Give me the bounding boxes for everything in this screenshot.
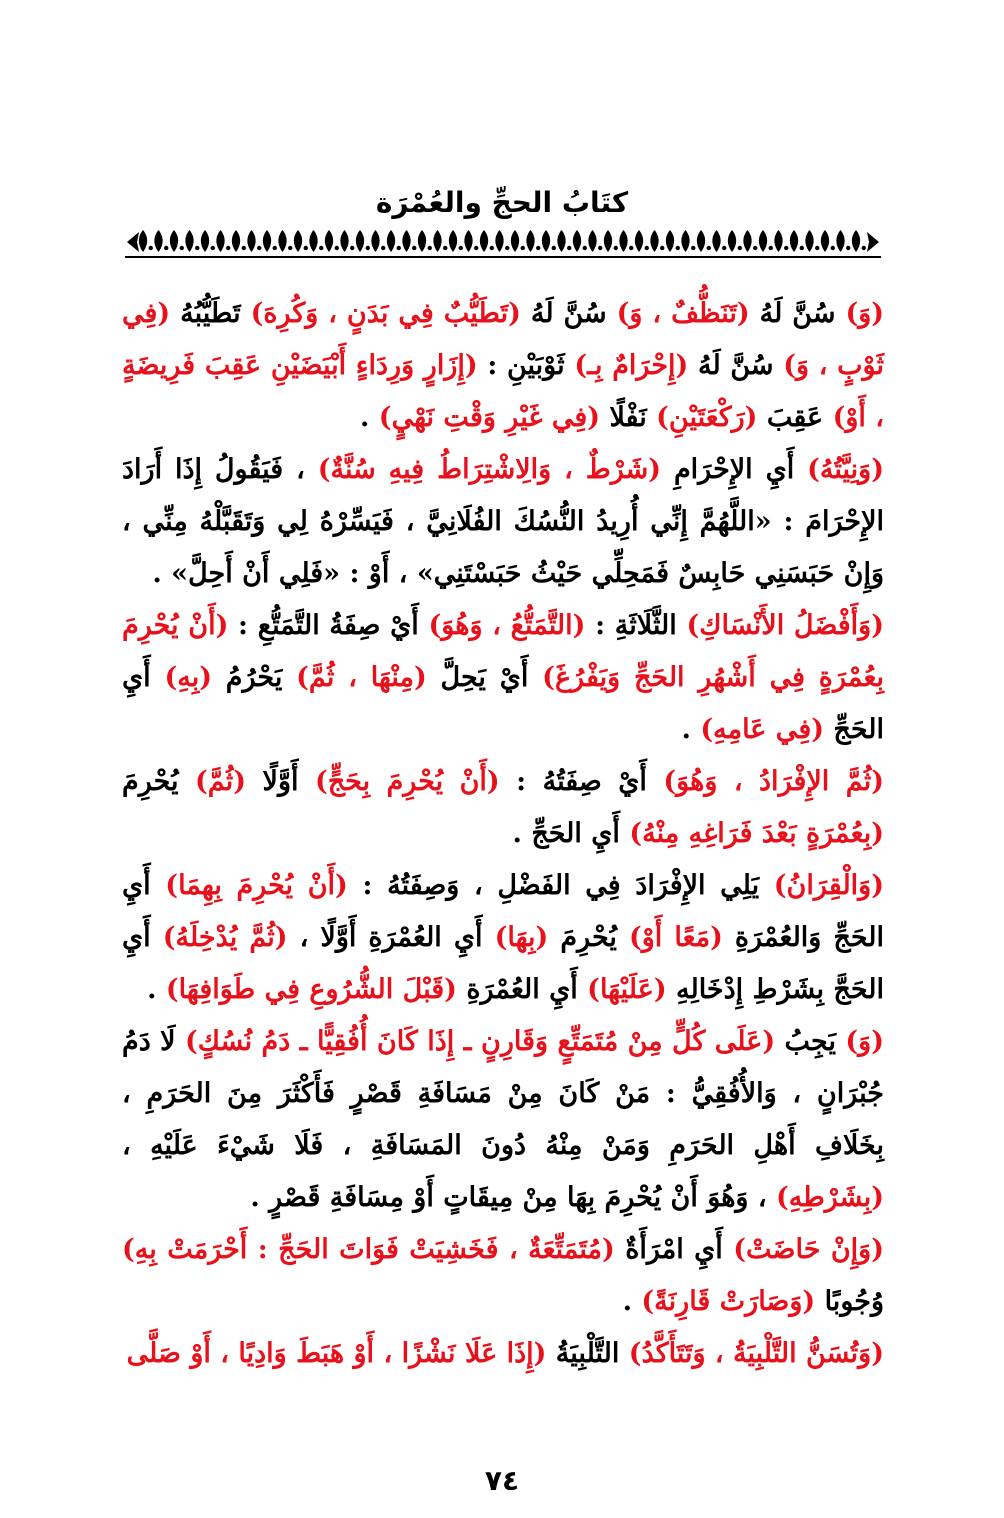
matn-segment: (تَنَظُّفٌ ، وَ) <box>616 298 750 329</box>
sharh-segment: سُنَّ لَهُ <box>520 298 617 329</box>
sharh-segment: أَيْ يَحِلَّ <box>426 662 543 693</box>
paragraph-1 <box>122 288 884 444</box>
sharh-segment: أَيْ صِفَتُهُ : <box>499 766 664 797</box>
sharh-segment: أَيِ العُمْرَةِ <box>456 974 588 1005</box>
matn-segment: (قَبْلَ الشُّرُوعِ فِي طَوَافِهَا) <box>165 974 457 1005</box>
matn-segment: (وَصَارَتْ قَارِنَةً) <box>641 1286 816 1317</box>
sharh-segment: أَوَّلًا <box>246 766 315 797</box>
matn-segment: (وَالْقِرَانُ) <box>773 870 884 901</box>
sharh-segment: أَيِ امْرَأَةٌ <box>614 1234 734 1265</box>
page-number: ٧٤ <box>484 1464 520 1497</box>
sharh-segment: أَيْ صِفَةُ التَّمَتُّعِ : <box>228 610 429 641</box>
sharh-segment: الثَّلَاثَةِ : <box>585 610 687 641</box>
sharh-segment: أَيِ الحَجِّ وَالعُمْرَةِ <box>122 870 884 953</box>
page-header-title: كتَابُ الحجِّ والعُمْرَة <box>375 186 629 219</box>
matn-segment: (وَ) <box>845 298 885 329</box>
sharh-segment: سُنَّ لَهُ <box>749 298 846 329</box>
matn-segment: (إِحْرَامٌ بِـ) <box>574 350 689 381</box>
matn-segment: (إِذَا عَلَا نَشْزًا ، أَوْ هَبَطَ وَادِيًا ، أَوْ صَلَّى <box>126 1338 547 1369</box>
sharh-segment: ، فَيَقُولُ إِذَا أَرَادَ الإِحْرَامَ : «اللَّهُمَّ إِنِّي أُرِيدُ النُّسُكَ الفُلَانِيَّ ، فَيَسِّرْهُ لِي وَتَقَبَّلْهُ مِنِّي ، وَإِنْ حَبَسَنِي حَابِسٌ فَمَحِلِّي حَيْثُ حَبَسْتَنِي» ، أَوْ : «فَلِي أَنْ أَحِلَّ» . <box>122 454 884 589</box>
matn-segment: (رَكْعَتَيْنِ) <box>656 402 758 433</box>
main-text <box>122 288 884 1380</box>
sharh-segment: يَحْرُمُ <box>211 662 297 693</box>
sharh-segment: . <box>681 714 701 745</box>
sharh-segment: يُحْرِمَ <box>122 766 196 797</box>
matn-segment: (ثُمَّ الإِفْرَادُ ، وَهُوَ) <box>663 766 884 797</box>
matn-segment: (أَنْ يُحْرِمَ بِهِمَا) <box>165 870 348 901</box>
matn-segment: (فِي غَيْرِ وَقْتِ نَهْيٍ) <box>378 402 601 433</box>
sharh-segment: . <box>622 1286 642 1317</box>
matn-segment: (وَ) <box>845 1026 884 1057</box>
matn-segment: (بِشَرْطِهِ) <box>775 1182 884 1213</box>
sharh-segment: يَجِبُ <box>775 1026 846 1057</box>
matn-segment: (مِنْهَا ، ثُمَّ) <box>296 662 427 693</box>
paragraph-8 <box>122 1328 884 1380</box>
matn-segment: (ثُمَّ يُدْخِلَهُ) <box>162 922 288 953</box>
matn-segment: (بِهِ) <box>164 662 212 693</box>
matn-segment: (وَتُسَنُّ التَّلْبِيَةُ ، وَتَتَأَكَّدُ) <box>628 1338 884 1369</box>
matn-segment: (وَنِيَّتُهُ) <box>807 454 884 485</box>
matn-segment: (مُتَمَتِّعَةٌ ، فَخَشِيَتْ فَوَاتَ الحَجِّ : أَحْرَمَتْ بِهِ) <box>122 1234 615 1265</box>
sharh-segment: يُحْرِمَ <box>548 922 629 953</box>
paragraph-2 <box>122 444 884 600</box>
matn-segment: (عَلَى كُلٍّ مِنْ مُتَمَتِّعٍ وَقَارِنٍ ـ إِذَا كَانَ أُفُقِيًّا ـ دَمُ نُسُكٍ) <box>184 1026 776 1057</box>
sharh-segment: وُجُوبًا <box>815 1286 884 1317</box>
ornament-divider <box>125 226 881 260</box>
sharh-segment: أَيِ الحَجِّ <box>122 662 884 745</box>
matn-segment: (ثُمَّ) <box>195 766 247 797</box>
matn-segment: (تَطَيُّبٌ فِي بَدَنٍ ، وَكُرِهَ) <box>250 298 521 329</box>
sharh-segment: . <box>147 974 166 1005</box>
matn-segment: (التَّمَتُّعُ ، وَهُوَ) <box>428 610 586 641</box>
matn-segment: (أَنْ يُحْرِمَ بِعُمْرَةٍ فِي أَشْهُرِ الحَجِّ وَيَفْرُغَ) <box>122 610 884 693</box>
matn-segment: (فِي عَامِهِ) <box>700 714 824 745</box>
matn-segment: (بِعُمْرَةٍ بَعْدَ فَرَاغِهِ مِنْهُ) <box>629 818 884 849</box>
sharh-segment: أَيِ الإِحْرَامِ <box>661 454 808 485</box>
matn-segment: (إِزَارٍ وَرِدَاءٍ أَبْيَضَيْنِ عَقِبَ فَرِيضَةٍ ، أَوْ) <box>122 350 884 433</box>
sharh-segment: أَيِ الحَجِّ . <box>512 818 630 849</box>
sharh-segment: تَطَيُّبُهُ <box>170 298 251 329</box>
matn-segment: (وَإِنْ حَاضَتْ) <box>733 1234 884 1265</box>
matn-segment: (أَنْ يُحْرِمَ بِحَجٍّ) <box>314 766 500 797</box>
sharh-segment: سُنَّ لَهُ <box>688 350 784 381</box>
sharh-segment: لَا دَمُ جُبْرَانٍ ، وَالأُفُقِيُّ : مَنْ كَانَ مِنْ مَسَافَةِ قَصْرٍ فَأَكْثَرَ مِنَ الحَرَمِ ، بِخَلَافِ أَهْلِ الحَرَمِ وَمَنْ مِنْهُ دُونَ المَسَافَةِ ، فَلَا شَيْءَ عَلَيْهِ ، <box>122 1026 884 1161</box>
sharh-segment: نَفْلًا <box>600 402 657 433</box>
sharh-segment: أَيِ العُمْرَةِ أَوَّلًا ، <box>287 922 495 953</box>
sharh-segment: ، وَهُوَ أَنْ يُحْرِمَ بِهَا مِنْ مِيقَاتٍ أَوْ مِسَافَةِ قَصْرٍ . <box>250 1182 776 1213</box>
sharh-segment: التَّلْبِيَةُ <box>546 1338 629 1369</box>
matn-segment: (شَرْطٌ ، وَالِاشْتِرَاطُ فِيهِ سُنَّةٌ) <box>317 454 662 485</box>
paragraph-7 <box>122 1224 884 1328</box>
matn-segment: (بِهَا) <box>494 922 549 953</box>
matn-segment: (فِي ثَوْبٍ ، وَ) <box>122 298 884 381</box>
matn-segment: (عَلَيْهَا) <box>587 974 667 1005</box>
sharh-segment: أَيِ الحَجَّ بِشَرْطِ إِدْخَالِهِ <box>122 922 884 1005</box>
matn-segment: (وَأَفْضَلُ الأَنْسَاكِ) <box>686 610 884 641</box>
paragraph-4 <box>122 756 884 860</box>
sharh-segment: ثَوْبَيْنِ : <box>477 350 575 381</box>
sharh-segment: . <box>359 402 379 433</box>
sharh-segment: يَلِي الإِفْرَادَ فِي الفَضْلِ ، وَصِفَتُهُ : <box>347 870 774 901</box>
paragraph-3 <box>122 600 884 756</box>
paragraph-5 <box>122 860 884 1016</box>
paragraph-6 <box>122 1016 884 1224</box>
matn-segment: (مَعًا أَوْ) <box>628 922 723 953</box>
sharh-segment: عَقِبَ <box>757 402 833 433</box>
